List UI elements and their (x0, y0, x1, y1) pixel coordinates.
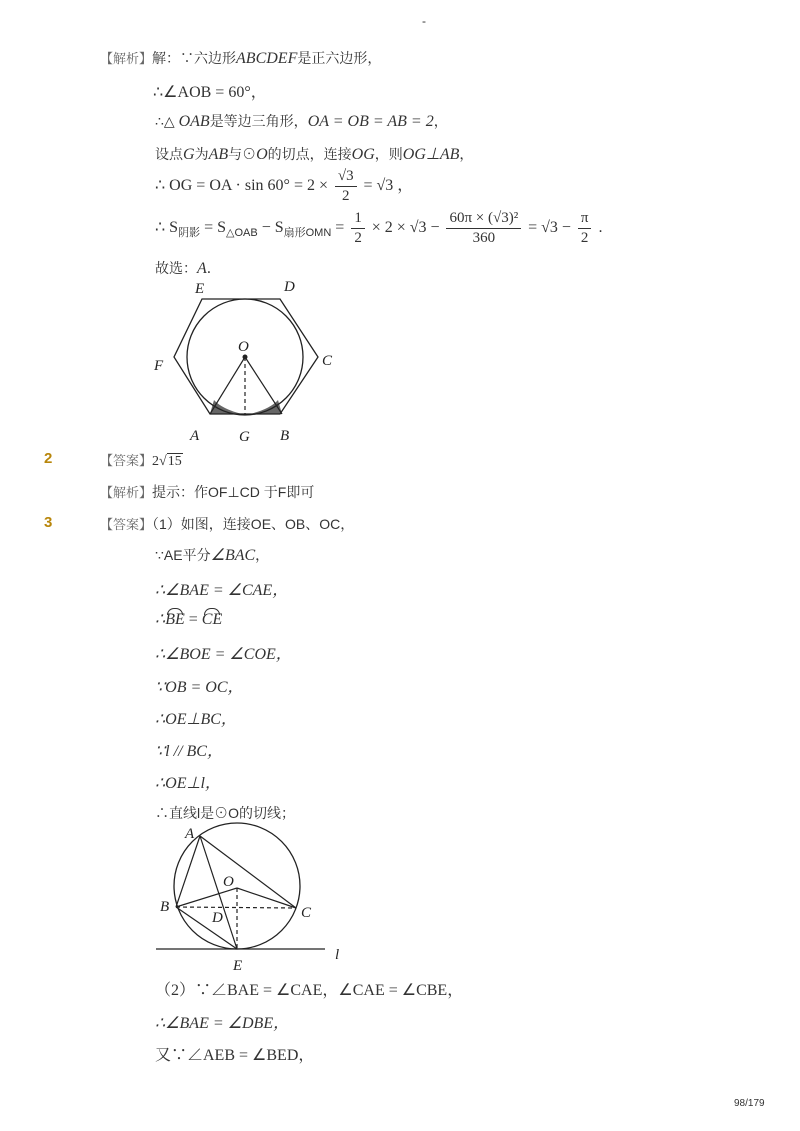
fraction: $\frac{\text{60π × (√3)²}}{360}$ (446, 210, 521, 247)
q1-line6: ∴ $S_{阴影} = S_{\triangle OAB} - S_{扇形OMN}$ = $\frac{1}{2}$ × 2 × √3 − $\frac{\text{60π × (√3)²}}{360}$ = √3 − $\frac{\pi}{2}$ ． (155, 210, 613, 246)
segment-oc (237, 888, 296, 908)
q3-line4: ∴BE = CE (155, 611, 223, 628)
q3-line5: ∴∠BOE = ∠COE， (155, 646, 292, 663)
label-A: A (190, 428, 200, 444)
center-point (243, 355, 248, 360)
q1-line3: ∴△ OAB是等边三角形，OA = OB = AB = 2， (155, 113, 448, 130)
question-number-2: 2 (44, 450, 53, 467)
question-number-3: 3 (44, 514, 53, 531)
q1-line2: ∴∠AOB = 60°， (153, 84, 267, 101)
q1-line5: ∴ OG = OA · sin 60° = 2 × $\frac{√3}{2}$ = √3 ， (155, 168, 414, 204)
segment-ae (200, 836, 237, 949)
fraction: $\frac{1}{2}$ (351, 210, 365, 247)
q3-line3: ∴∠BAE = ∠CAE， (155, 582, 289, 599)
label-A: A (185, 826, 195, 842)
q3-line10: ∴直线l是⊙O的切线； (155, 805, 295, 821)
q3-line6: ∵OB = OC， (155, 679, 244, 696)
q3-line9: ∴OE⊥l， (155, 775, 221, 792)
segment-ac (200, 836, 296, 908)
hexagon-figure (150, 275, 350, 447)
q3-line7: ∴OE⊥BC， (155, 711, 237, 728)
segment-ob (245, 357, 282, 414)
q3-line13: 又∵∠AEB = ∠BED， (155, 1047, 315, 1064)
q2-answer: 【答案】2√15 (100, 453, 182, 469)
header-mark: - (422, 14, 426, 28)
arc-ce: CE (201, 611, 223, 628)
label-G: G (239, 429, 250, 445)
answer-value: 2√15 (152, 454, 182, 469)
label-C: C (301, 905, 312, 921)
segment-bc (176, 907, 296, 908)
label-F: F (154, 358, 164, 374)
q3-line1: 【答案】（1）如图，连接OE、OB、OC， (100, 516, 355, 532)
label-O: O (238, 339, 249, 355)
q1-line1: 【解析】解：∵六边形ABCDEF是正六边形， (100, 50, 382, 67)
label-E: E (233, 958, 243, 974)
q3-line2: ∵AE平分∠BAC， (155, 547, 270, 564)
segment-oa (210, 357, 245, 414)
segment-be (176, 907, 237, 949)
label-l: l (335, 947, 340, 963)
label-D: D (212, 910, 223, 926)
q3-line8: ∵l // BC， (155, 743, 223, 760)
q2-analysis: 【解析】提示：作OF⊥CD 于F即可 (100, 484, 315, 500)
label-B: B (160, 899, 170, 915)
q1-line4: 设点G为AB与⊙O的切点，连接OG，则OG⊥AB， (155, 146, 474, 163)
segment-bo (176, 888, 237, 907)
q1-line7: 故选：A． (155, 260, 221, 277)
label-B: B (280, 428, 290, 444)
label-E: E (195, 281, 205, 297)
q3-line12: ∴∠BAE = ∠DBE， (155, 1015, 290, 1032)
label-D: D (284, 279, 295, 295)
page-number: 98/179 (734, 1098, 765, 1109)
arc-be: BE (165, 611, 185, 628)
fraction: $\frac{\pi}{2}$ (578, 210, 592, 247)
label-O: O (223, 874, 234, 890)
fraction: $\frac{√3}{2}$ (335, 168, 357, 205)
label-C: C (322, 353, 333, 369)
q3-line11: （2）∵∠BAE = ∠CAE，∠CAE = ∠CBE， (155, 982, 464, 999)
circle-tangent-figure (150, 822, 360, 977)
analysis-tag: 【解析】 (100, 51, 153, 66)
